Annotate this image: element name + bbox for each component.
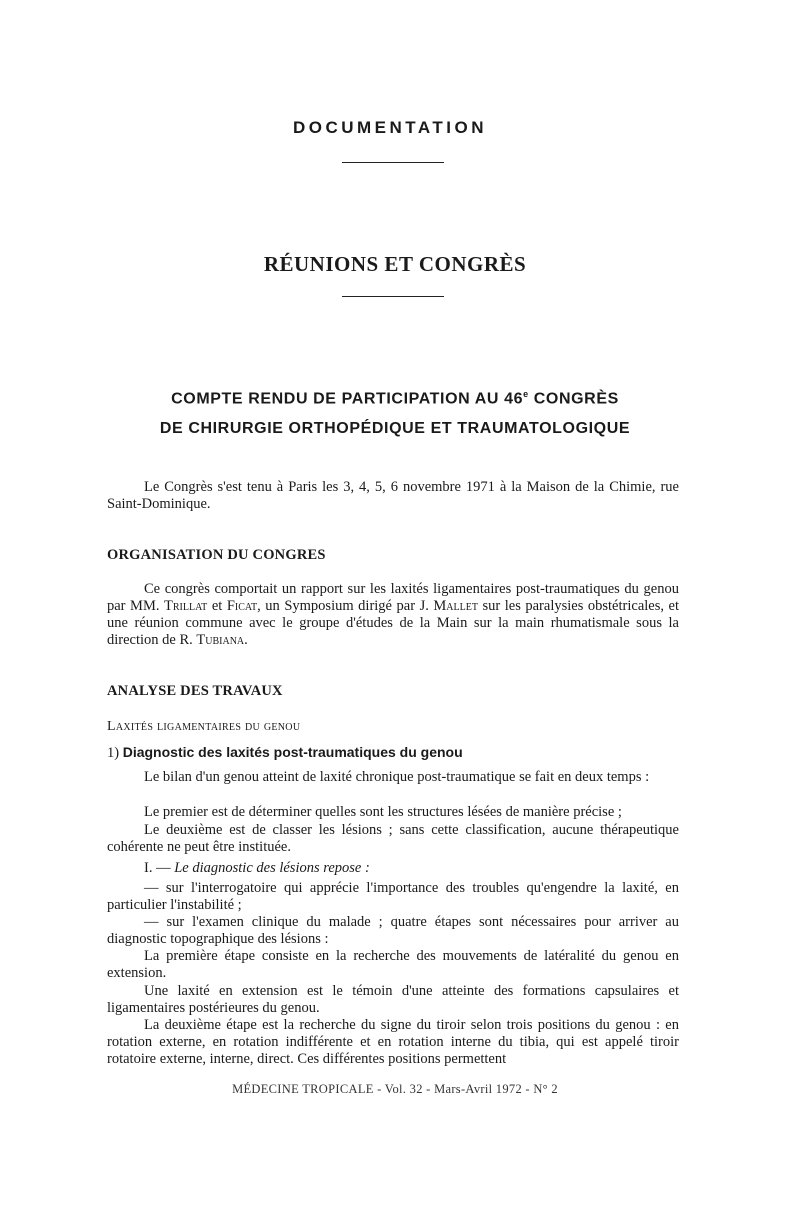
organisation-heading: ORGANISATION DU CONGRES: [107, 547, 326, 563]
paragraph: — sur l'examen clinique du malade ; quatre étapes sont nécessaires pour arriver au diagnostic topographique des lésions :: [107, 914, 679, 947]
divider: [342, 162, 444, 163]
subsection-title: RÉUNIONS ET CONGRÈS: [263, 252, 527, 276]
paragraph: Une laxité en extension est le témoin d'une atteinte des formations capsulaires et ligamentaires postérieures du genou.: [107, 983, 679, 1016]
author-name: Mallet: [433, 598, 478, 614]
report-title-line-2: DE CHIRURGIE ORTHOPÉDIQUE ET TRAUMATOLOGIQUE: [159, 420, 631, 437]
paragraph: Le premier est de déterminer quelles sont les structures lésées de manière précise ;: [144, 804, 622, 820]
analyse-heading: ANALYSE DES TRAVAUX: [107, 683, 283, 699]
paragraph: La première étape consiste en la recherche des mouvements de latéralité du genou en extension.: [107, 948, 679, 981]
section-title: DOCUMENTATION: [292, 118, 488, 137]
paragraph: La deuxième étape est la recherche du signe du tiroir selon trois positions du genou : en rotation externe, en rotation indifférente et en rotation interne du tibia, qui est appelé tiroir rotatoire externe, interne, direct. Ces différentes positions permettent: [107, 1017, 679, 1067]
author-name: Tubiana: [196, 632, 245, 648]
divider: [342, 296, 444, 297]
item-heading: 1) Diagnostic des laxités post-traumatiques du genou: [107, 744, 463, 761]
author-name: Trillat: [164, 598, 208, 614]
section-i-heading: I. — Le diagnostic des lésions repose :: [144, 860, 370, 876]
paragraph: Le deuxième est de classer les lésions ; sans cette classification, aucune thérapeutique cohérente ne peut être instituée.: [107, 822, 679, 855]
subheading: Laxités ligamentaires du genou: [107, 719, 301, 734]
paragraph: — sur l'interrogatoire qui apprécie l'importance des troubles qu'engendre la laxité, en particulier l'instabilité ;: [107, 880, 679, 913]
report-title-line-1: COMPTE RENDU DE PARTICIPATION AU 46e CONGRÈS: [171, 389, 619, 408]
paragraph: Le bilan d'un genou atteint de laxité chronique post-traumatique se fait en deux temps :: [144, 769, 650, 785]
intro-paragraph: Le Congrès s'est tenu à Paris les 3, 4, 5, 6 novembre 1971 à la Maison de la Chimie, rue Saint-Dominique.: [107, 479, 679, 512]
page-footer: MÉDECINE TROPICALE - Vol. 32 - Mars-Avril 1972 - N° 2: [232, 1082, 558, 1096]
organisation-paragraph: Ce congrès comportait un rapport sur les laxités ligamentaires post-traumatiques du genou par MM. Trillat et Ficat, un Symposium dirigé par J. Mallet sur les paralysies obstétricales, et une réunion commune avec le groupe d'études de la Main sur la main rhumatismale sous la direction de R. Tubiana.: [107, 581, 679, 648]
author-name: Ficat: [226, 598, 258, 614]
